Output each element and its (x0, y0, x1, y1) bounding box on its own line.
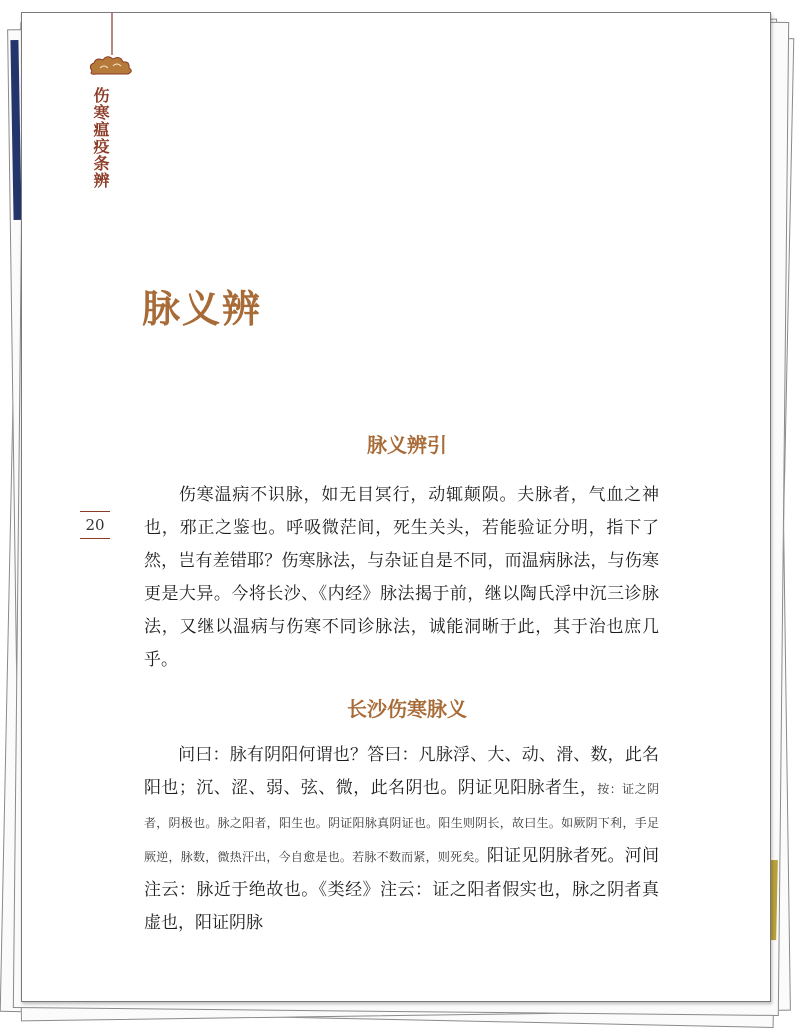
section-heading-intro: 脉义辨引 (367, 433, 447, 457)
section-heading-changsha: 长沙伤寒脉义 (347, 697, 467, 721)
section-changsha-paragraph (144, 739, 659, 940)
section-changsha-text-a: 问曰：脉有阴阳何谓也？答曰：凡脉浮、大、动、滑、数，此名阳也；沉、涩、弱、弦、微，此名阴也。阴证见阳脉者生， (144, 745, 659, 798)
section-intro-text: 伤寒温病不识脉，如无目冥行，动辄颠陨。夫脉者，气血之神也，邪正之鉴也。呼吸微茫间，死生关头，若能验证分明，指下了然，岂有差错耶？伤寒脉法，与杂证自是不同，而温病脉法，与伤寒更是大异。今将长沙、《内经》脉法揭于前，继以陶氏浮中沉三诊脉法，又继以温病与伤寒不同诊脉法，诚能洞晰于此，其于治也庶几乎。 (144, 485, 659, 670)
section-intro-paragraph (144, 479, 659, 677)
page-number-rule-top (80, 511, 110, 512)
section-changsha-text-b: 阳证见阴脉者死。河间注云：脉近于绝故也。《类经》注云：证之阳者假实也，脉之阴者真虚也，阳证阴脉 (144, 846, 659, 933)
book-title: 伤寒瘟疫条辨 (91, 87, 110, 189)
page-number-text: 20 (85, 516, 105, 534)
page-number-rule-bottom (80, 538, 110, 539)
book-page (21, 12, 771, 1002)
page-number (80, 511, 110, 539)
section-changsha-note: 按：证之阴者，阴极也。脉之阳者，阳生也。阴证阳脉真阴证也。阳生则阴长，故曰生。如厥阴下利，手足厥逆，脉数，微热汗出，今自愈是也。若脉不数而紧，则死矣。 (144, 782, 659, 864)
cloud-ornament-icon (80, 13, 140, 83)
chapter-title: 脉义辨 (142, 286, 263, 331)
